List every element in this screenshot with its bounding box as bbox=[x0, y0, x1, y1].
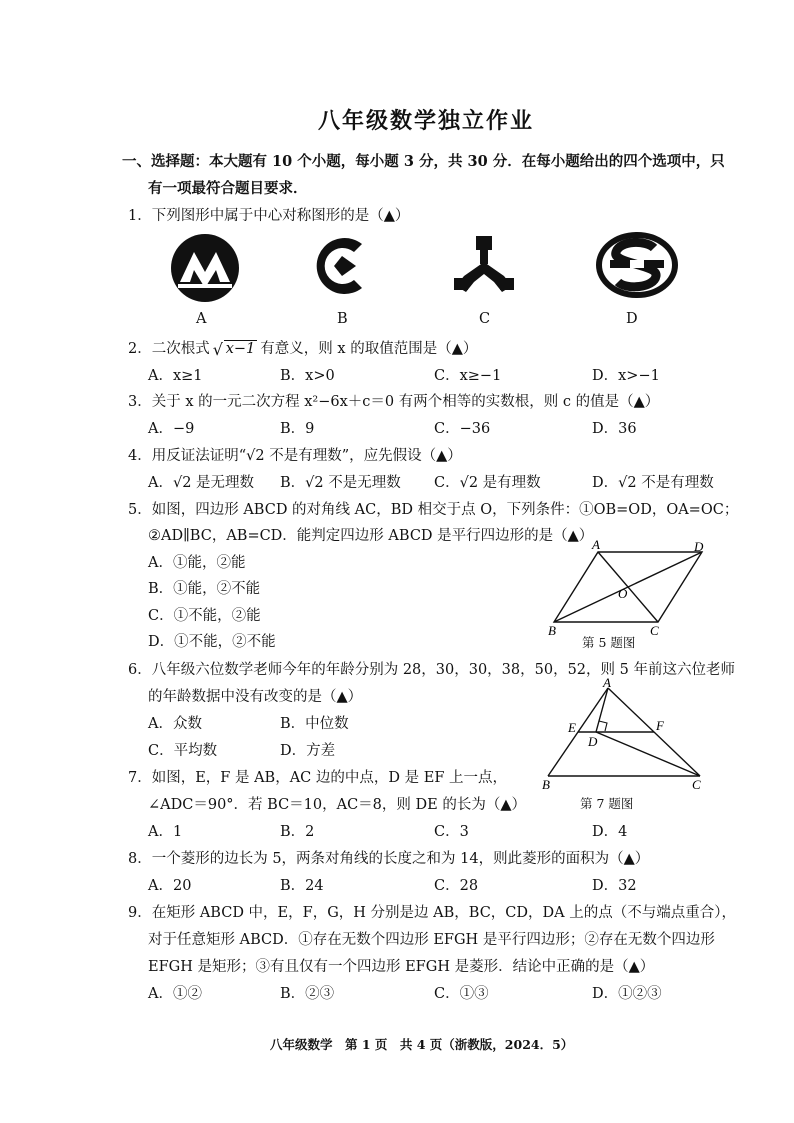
q6-option-c: C．平均数 bbox=[148, 743, 218, 759]
q5-option-b: B．①能，②不能 bbox=[148, 581, 261, 597]
q4-option-b: B．√2 不是无理数 bbox=[280, 475, 401, 491]
q4-option-a: A．√2 是无理数 bbox=[148, 475, 255, 491]
q2-stem-post: 有意义，则 x 的取值范围是（▲） bbox=[260, 341, 478, 357]
q8-option-b: B．24 bbox=[280, 878, 324, 894]
q5-line2: ②AD∥BC，AB=CD．能判定四边形 ABCD 是平行四边形的是（▲） bbox=[148, 528, 594, 544]
q3-option-d: D．36 bbox=[592, 421, 637, 437]
q4-option-d: D．√2 不是有理数 bbox=[592, 475, 714, 491]
q2-option-a: A．x≥1 bbox=[148, 368, 203, 384]
q7-fig-label-e: E bbox=[568, 720, 576, 735]
page-footer: 八年级数学 第 1 页 共 4 页（浙教版，2024．5） bbox=[270, 1037, 574, 1052]
q5-option-d: D．①不能，②不能 bbox=[148, 634, 276, 650]
q6-option-a: A．众数 bbox=[148, 716, 202, 732]
q6-option-d: D．方差 bbox=[280, 743, 336, 759]
q7-fig-label-f: F bbox=[656, 718, 664, 733]
q7-line1: 7．如图，E，F 是 AB，AC 边的中点，D 是 EF 上一点， bbox=[128, 770, 507, 786]
q6-option-b: B．中位数 bbox=[280, 716, 349, 732]
q5-line1: 5．如图，四边形 ABCD 的对角线 AC，BD 相交于点 O，下列条件：①OB=OD，OA=OC； bbox=[128, 502, 739, 518]
q2-stem-pre: 2．二次根式 bbox=[128, 341, 210, 357]
q7-line2: ∠ADC＝90°．若 BC＝10，AC＝8，则 DE 的长为（▲） bbox=[148, 797, 526, 813]
q9-option-d: D．①②③ bbox=[592, 986, 662, 1002]
q1-stem: 1．下列图形中属于中心对称图形的是（▲） bbox=[128, 208, 410, 224]
q4-option-c: C．√2 是有理数 bbox=[434, 475, 541, 491]
q5-fig-label-o: O bbox=[618, 586, 628, 601]
q6-line1: 6．八年级六位数学老师今年的年龄分别为 28，30，30，38，50，52，则 5 年前这六位老师 bbox=[128, 662, 735, 678]
q5-figure bbox=[540, 538, 718, 636]
q1-figure-b bbox=[312, 234, 372, 298]
q1-label-a: A bbox=[196, 311, 207, 327]
q7-option-c: C．3 bbox=[434, 824, 469, 840]
q8-option-c: C．28 bbox=[434, 878, 479, 894]
q8-option-a: A．20 bbox=[148, 878, 192, 894]
q5-fig-label-a: A bbox=[592, 538, 600, 552]
q2-option-d: D．x>−1 bbox=[592, 368, 660, 384]
q7-fig-label-a: A bbox=[603, 676, 611, 690]
q3-option-b: B．9 bbox=[280, 421, 315, 437]
q5-fig-label-b: B bbox=[548, 623, 556, 636]
q5-fig-label-d: D bbox=[694, 539, 704, 554]
page-title: 八年级数学独立作业 bbox=[318, 108, 535, 134]
q5-fig-label-c: C bbox=[650, 623, 659, 636]
q7-figure-caption: 第 7 题图 bbox=[580, 796, 634, 811]
q7-option-a: A．1 bbox=[148, 824, 183, 840]
q1-figure-c bbox=[450, 234, 518, 296]
q6-line2: 的年龄数据中没有改变的是（▲） bbox=[148, 689, 363, 705]
q7-fig-label-b: B bbox=[542, 777, 550, 792]
q3-option-c: C．−36 bbox=[434, 421, 491, 437]
section-header-line1: 一、选择题：本大题有 10 个小题，每小题 3 分，共 30 分．在每小题给出的四个选项中，只 bbox=[122, 153, 725, 170]
q4-stem: 4．用反证法证明“√2 不是有理数”，应先假设（▲） bbox=[128, 448, 462, 464]
q1-figure-d bbox=[596, 232, 678, 298]
q7-option-d: D．4 bbox=[592, 824, 628, 840]
q5-figure-caption: 第 5 题图 bbox=[582, 635, 636, 650]
q3-stem: 3．关于 x 的一元二次方程 x²−6x＋c＝0 有两个相等的实数根，则 c 的值是（▲） bbox=[128, 394, 660, 410]
q1-figure-a bbox=[168, 232, 242, 304]
q9-line2: 对于任意矩形 ABCD．①存在无数个四边形 EFGH 是平行四边形；②存在无数个四边形 bbox=[148, 932, 715, 948]
q9-line1: 9．在矩形 ABCD 中，E，F，G，H 分别是边 AB，BC，CD，DA 上的点（不与端点重合）， bbox=[128, 905, 736, 921]
q5-option-c: C．①不能，②能 bbox=[148, 608, 261, 624]
q8-stem: 8．一个菱形的边长为 5，两条对角线的长度之和为 14，则此菱形的面积为（▲） bbox=[128, 851, 650, 867]
q9-line3: EFGH 是矩形；③有且仅有一个四边形 EFGH 是菱形．结论中正确的是（▲） bbox=[148, 959, 655, 975]
q2-radicand: x−1 bbox=[225, 341, 256, 357]
section-header-line2: 有一项最符合题目要求． bbox=[148, 180, 308, 197]
q1-label-b: B bbox=[337, 311, 348, 327]
q5-option-a: A．①能，②能 bbox=[148, 555, 246, 571]
q2-stem bbox=[128, 337, 477, 358]
q7-option-b: B．2 bbox=[280, 824, 315, 840]
q1-label-d: D bbox=[626, 311, 638, 327]
q1-label-c: C bbox=[479, 311, 491, 327]
q3-option-a: A．−9 bbox=[148, 421, 195, 437]
q7-fig-label-d: D bbox=[588, 734, 598, 749]
q7-figure bbox=[538, 676, 710, 792]
q2-option-c: C．x≥−1 bbox=[434, 368, 502, 384]
q9-option-c: C．①③ bbox=[434, 986, 489, 1002]
q8-option-d: D．32 bbox=[592, 878, 637, 894]
q2-option-b: B．x>0 bbox=[280, 368, 335, 384]
q7-fig-label-c: C bbox=[692, 777, 701, 792]
q9-option-b: B．②③ bbox=[280, 986, 335, 1002]
q2-radical: √ x−1 bbox=[212, 340, 256, 359]
q9-option-a: A．①② bbox=[148, 986, 202, 1002]
